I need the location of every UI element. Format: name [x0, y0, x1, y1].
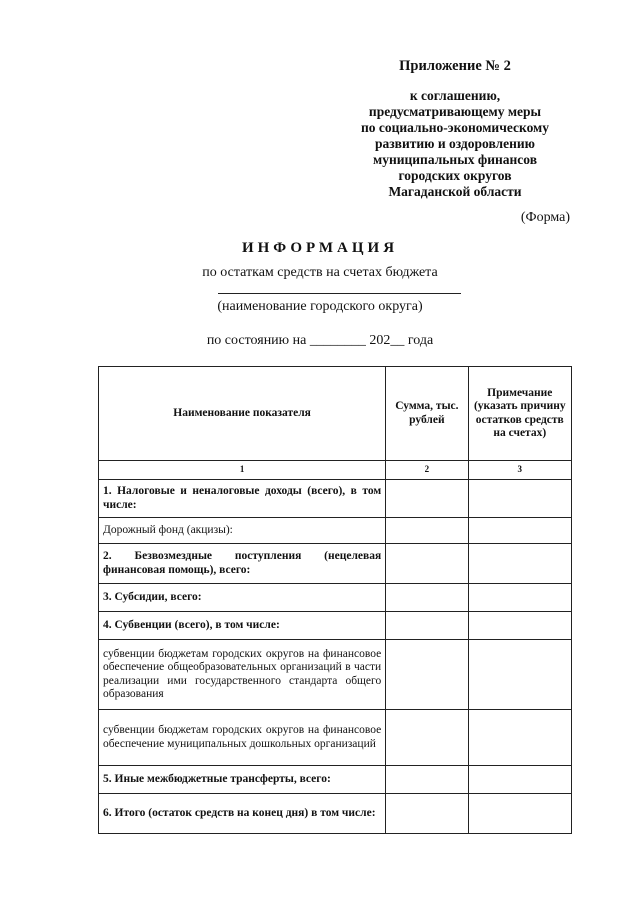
- appendix-header: [330, 58, 580, 200]
- row-label: 5. Иные межбюджетные трансферты, всего:: [99, 766, 386, 794]
- row-label: 4. Субвенции (всего), в том числе:: [99, 612, 386, 640]
- note-cell[interactable]: [468, 640, 571, 710]
- column-number: 2: [386, 461, 468, 480]
- header-line: к соглашению,: [409, 88, 501, 103]
- note-cell[interactable]: [468, 794, 571, 834]
- table-row: [99, 584, 572, 612]
- amount-cell[interactable]: [386, 612, 468, 640]
- header-line: предусматривающему меры: [368, 104, 542, 119]
- amount-cell[interactable]: [386, 766, 468, 794]
- document-title: ИНФОРМАЦИЯ: [241, 240, 399, 256]
- table-row: [99, 544, 572, 584]
- indicators-table: [98, 366, 572, 834]
- note-cell[interactable]: [468, 710, 571, 766]
- name-blank-line: [218, 293, 461, 294]
- appendix-number: Приложение № 2: [399, 58, 511, 74]
- table-header-row: [99, 367, 572, 461]
- header-note: Примечание (указать причину остатков средств на счетах): [468, 367, 571, 461]
- document-subtitle: по остаткам средств на счетах бюджета: [202, 265, 438, 280]
- column-number: 1: [99, 461, 386, 480]
- note-cell[interactable]: [468, 766, 571, 794]
- column-number: 3: [468, 461, 571, 480]
- header-line: городских округов: [398, 168, 512, 183]
- amount-cell[interactable]: [386, 480, 468, 518]
- row-label: 3. Субсидии, всего:: [99, 584, 386, 612]
- amount-cell[interactable]: [386, 794, 468, 834]
- amount-cell[interactable]: [386, 544, 468, 584]
- note-cell[interactable]: [468, 584, 571, 612]
- name-caption: (наименование городского округа): [217, 299, 423, 314]
- header-line: развитию и оздоровлению: [375, 136, 535, 151]
- note-cell[interactable]: [468, 612, 571, 640]
- table-row: [99, 612, 572, 640]
- row-label: 6. Итого (остаток средств на конец дня) в том числе:: [99, 794, 386, 834]
- note-cell[interactable]: [468, 518, 571, 544]
- amount-cell[interactable]: [386, 710, 468, 766]
- row-label: 1. Налоговые и неналоговые доходы (всего), в том числе:: [99, 480, 386, 518]
- row-label: Дорожный фонд (акцизы):: [99, 518, 386, 544]
- row-label: субвенции бюджетам городских округов на финансовое обеспечение муниципальных дошкольных организаций: [99, 710, 386, 766]
- row-label: 2. Безвозмездные поступления (нецелевая финансовая помощь), всего:: [99, 544, 386, 584]
- table-row: [99, 794, 572, 834]
- table-row: [99, 518, 572, 544]
- note-cell[interactable]: [468, 544, 571, 584]
- note-cell[interactable]: [468, 480, 571, 518]
- amount-cell[interactable]: [386, 584, 468, 612]
- header-line: по социально-экономическому: [360, 120, 550, 135]
- row-label: субвенции бюджетам городских округов на финансовое обеспечение общеобразовательных организаций в части реализации ими государственного стандарта общего образования: [99, 640, 386, 710]
- date-line: по состоянию на ________ 202__ года: [206, 333, 434, 348]
- header-line: муниципальных финансов: [373, 152, 537, 167]
- form-label: (Форма): [520, 210, 570, 225]
- amount-cell[interactable]: [386, 640, 468, 710]
- amount-cell[interactable]: [386, 518, 468, 544]
- table-row: [99, 766, 572, 794]
- header-line: Магаданской области: [388, 184, 522, 199]
- header-indicator: Наименование показателя: [99, 367, 386, 461]
- table-row: [99, 710, 572, 766]
- table-row: [99, 480, 572, 518]
- table-row: [99, 640, 572, 710]
- column-number-row: [99, 461, 572, 480]
- header-amount: Сумма, тыс. рублей: [386, 367, 468, 461]
